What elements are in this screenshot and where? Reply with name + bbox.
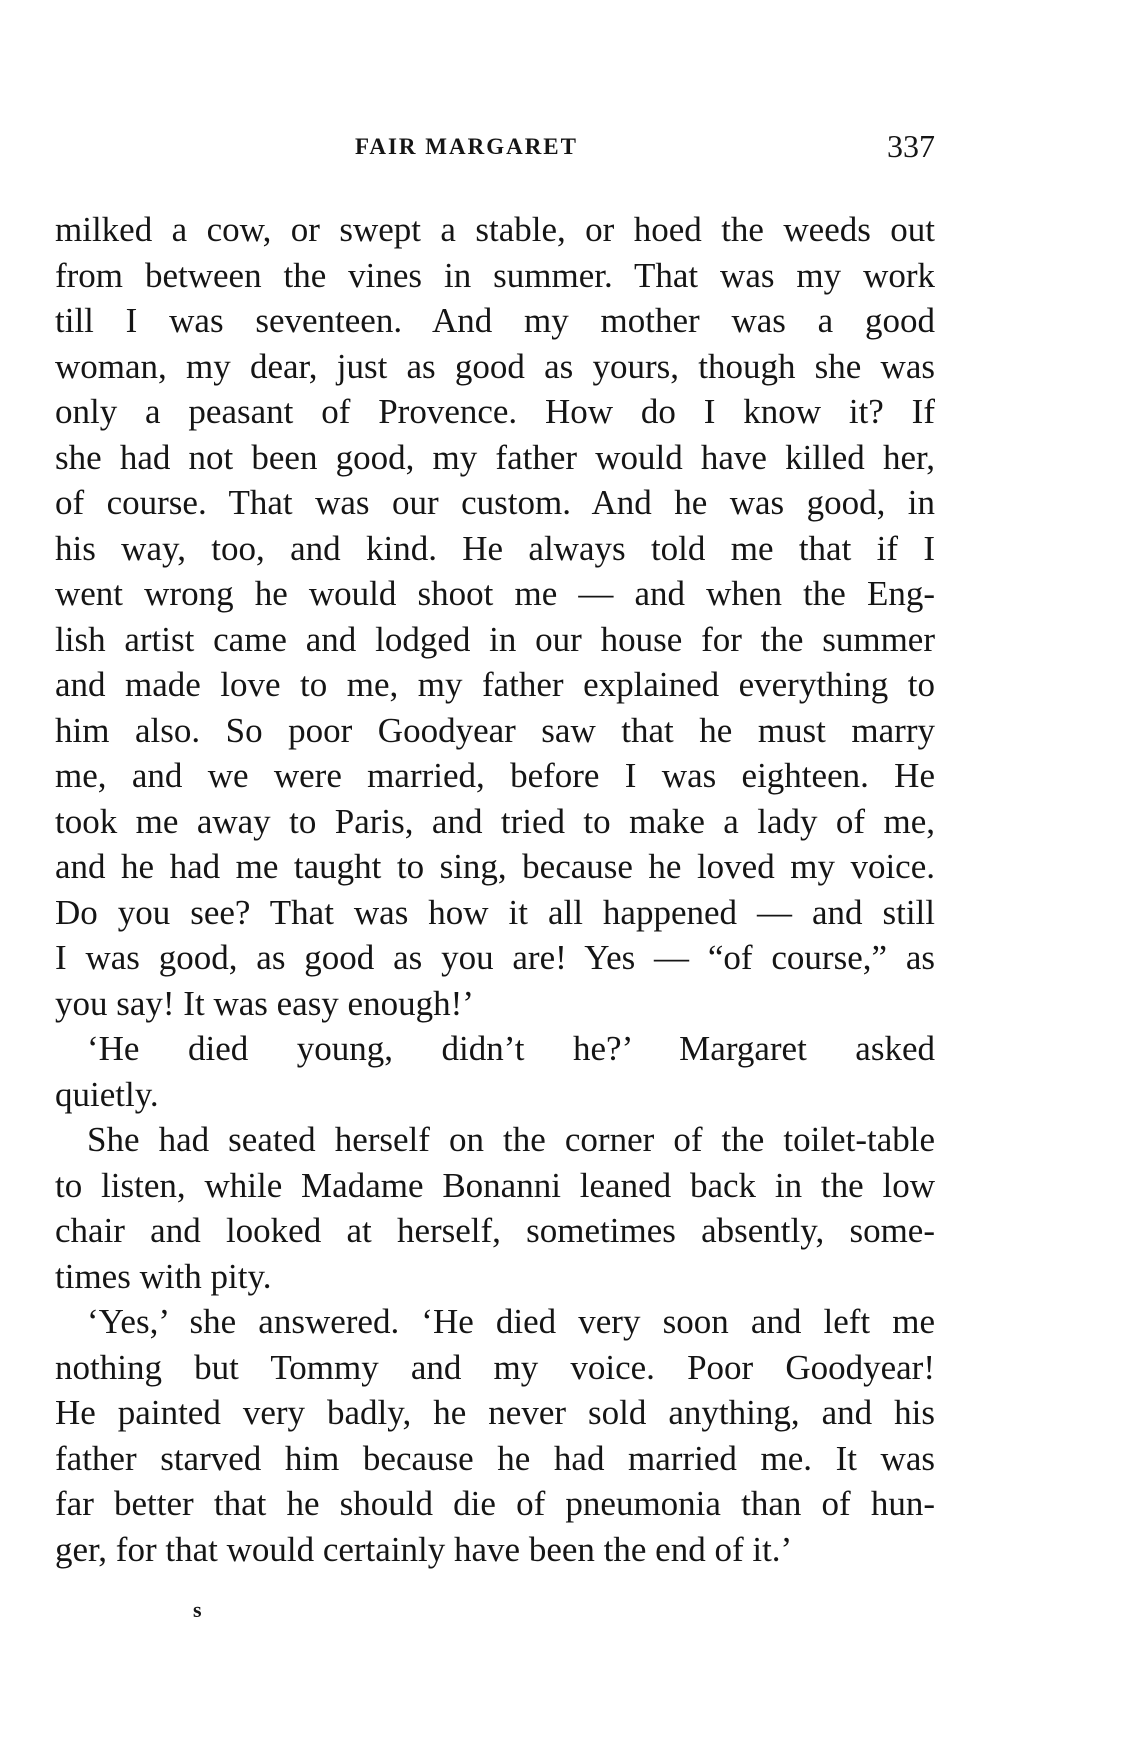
text-line: lish artist came and lodged in our house for the summer [55, 619, 935, 659]
text-line: woman, my dear, just as good as yours, though she was [55, 346, 935, 386]
text-line: ‘Yes,’ she answered. ‘He died very soon and left me [87, 1302, 935, 1341]
text-line: only a peasant of Provence. How do I know it? If [55, 392, 935, 431]
text-line: you say! It was easy enough!’ [55, 983, 474, 1023]
running-head [55, 128, 935, 168]
text-line: his way, too, and kind. He always told me that if I [55, 528, 935, 568]
text-line: till I was seventeen. And my mother was a good [55, 301, 935, 340]
text-line: times with pity. [55, 1256, 272, 1296]
text-line: to listen, while Madame Bonanni leaned back in the low [55, 1165, 935, 1205]
text-line: chair and looked at herself, sometimes absently, some- [55, 1211, 935, 1250]
running-title: FAIR MARGARET [355, 134, 578, 159]
text-line: him also. So poor Goodyear saw that he must marry [55, 710, 935, 750]
text-line: father starved him because he had married me. It was [55, 1438, 935, 1478]
text-line: ‘He died young, didn’t he?’ Margaret asked [87, 1029, 935, 1068]
text-line: from between the vines in summer. That was my work [55, 255, 935, 295]
signature-mark: s [193, 1597, 202, 1622]
text-line: went wrong he would shoot me — and when the Eng- [55, 574, 935, 613]
text-line: and he had me taught to sing, because he loved my voice. [55, 847, 935, 886]
text-line: Do you see? That was how it all happened — and still [55, 892, 935, 932]
text-line: and made love to me, my father explained everything to [55, 665, 935, 704]
text-line: far better that he should die of pneumonia than of hun- [55, 1484, 935, 1523]
text-line: He painted very badly, he never sold anything, and his [55, 1393, 935, 1432]
text-line: I was good, as good as you are! Yes — “of course,” as [55, 938, 935, 977]
text-line: quietly. [55, 1074, 159, 1114]
text-line: me, and we were married, before I was eighteen. He [55, 756, 935, 795]
text-line: nothing but Tommy and my voice. Poor Goodyear! [55, 1347, 935, 1387]
body-text [55, 207, 935, 1572]
text-line: she had not been good, my father would have killed her, [55, 437, 935, 477]
text-line: milked a cow, or swept a stable, or hoed the weeds out [55, 210, 935, 249]
text-line: of course. That was our custom. And he was good, in [55, 483, 935, 522]
text-line: She had seated herself on the corner of the toilet-table [87, 1120, 935, 1159]
page-number: 337 [887, 128, 935, 164]
text-line: took me away to Paris, and tried to make a lady of me, [55, 801, 935, 841]
text-line: ger, for that would certainly have been the end of it.’ [55, 1529, 793, 1569]
